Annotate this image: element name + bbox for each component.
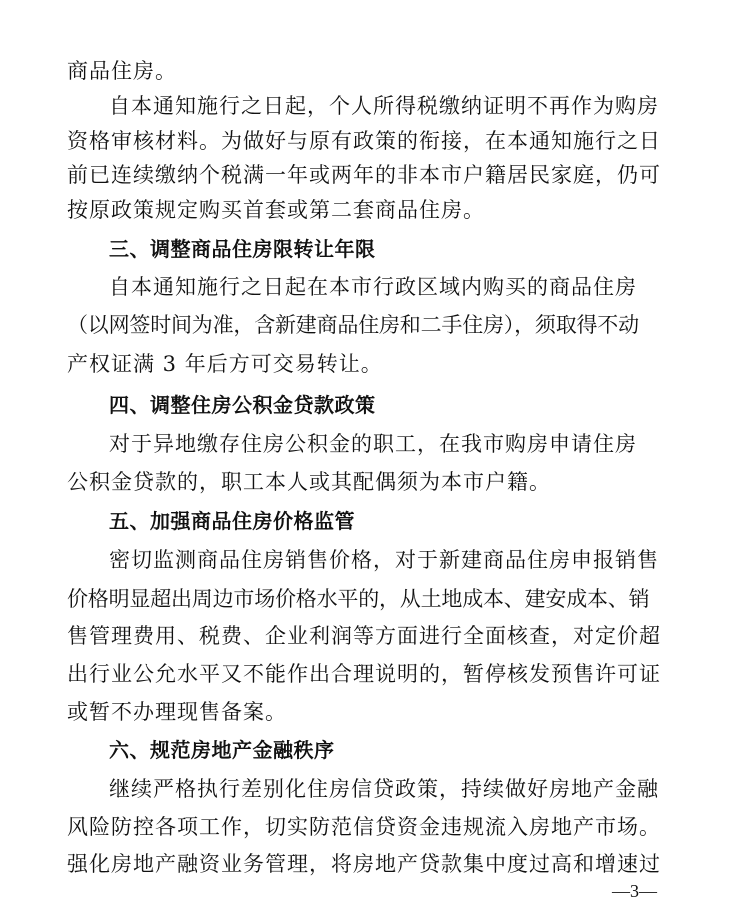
paragraph-line: 密切监测商品住房销售价格，对于新建商品住房申报销售 [109, 548, 659, 572]
paragraph-line: 价格明显超出周边市场价格水平的，从土地成本、建安成本、销 [67, 587, 650, 611]
paragraph-line: 出行业公允水平又不能作出合理说明的，暂停核发预售许可证 [67, 662, 661, 686]
paragraph-line: 自本通知施行之日起，个人所得税缴纳证明不再作为购房 [109, 94, 659, 118]
paragraph-line: 风险防控各项工作，切实防范信贷资金违规流入房地产市场。 [67, 815, 661, 839]
paragraph-line: 按原政策规定购买首套或第二套商品住房。 [67, 198, 485, 222]
page-number: —3— [612, 881, 657, 901]
paragraph-line: 对于异地缴存住房公积金的职工，在我市购房申请住房 [109, 432, 637, 456]
paragraph-line: （以网签时间为准，含新建商品住房和二手住房），须取得不动 [67, 313, 639, 337]
paragraph-line: 商品住房。 [67, 59, 177, 83]
paragraph-line: 前已连续缴纳个税满一年或两年的非本市户籍居民家庭，仍可 [67, 163, 661, 187]
paragraph-line: 售管理费用、税费、企业利润等方面进行全面核查，对定价超 [67, 624, 661, 648]
paragraph-line: 产权证满 3 年后方可交易转让。 [67, 352, 383, 376]
section-heading: 三、调整商品住房限转让年限 [109, 237, 376, 261]
paragraph-line: 资格审核材料。为做好与原有政策的衔接，在本通知施行之日 [67, 129, 661, 153]
paragraph-line: 继续严格执行差别化住房信贷政策，持续做好房地产金融 [109, 777, 659, 801]
paragraph-line: 公积金贷款的，职工本人或其配偶须为本市户籍。 [67, 470, 551, 494]
paragraph-line: 强化房地产融资业务管理，将房地产贷款集中度过高和增速过 [67, 852, 661, 876]
section-heading: 五、加强商品住房价格监管 [109, 509, 355, 533]
paragraph-line: 或暂不办理现售备案。 [67, 700, 287, 724]
paragraph-line: 自本通知施行之日起在本市行政区域内购买的商品住房 [109, 275, 637, 299]
section-heading: 六、规范房地产金融秩序 [109, 738, 335, 762]
section-heading: 四、调整住房公积金贷款政策 [109, 393, 376, 417]
